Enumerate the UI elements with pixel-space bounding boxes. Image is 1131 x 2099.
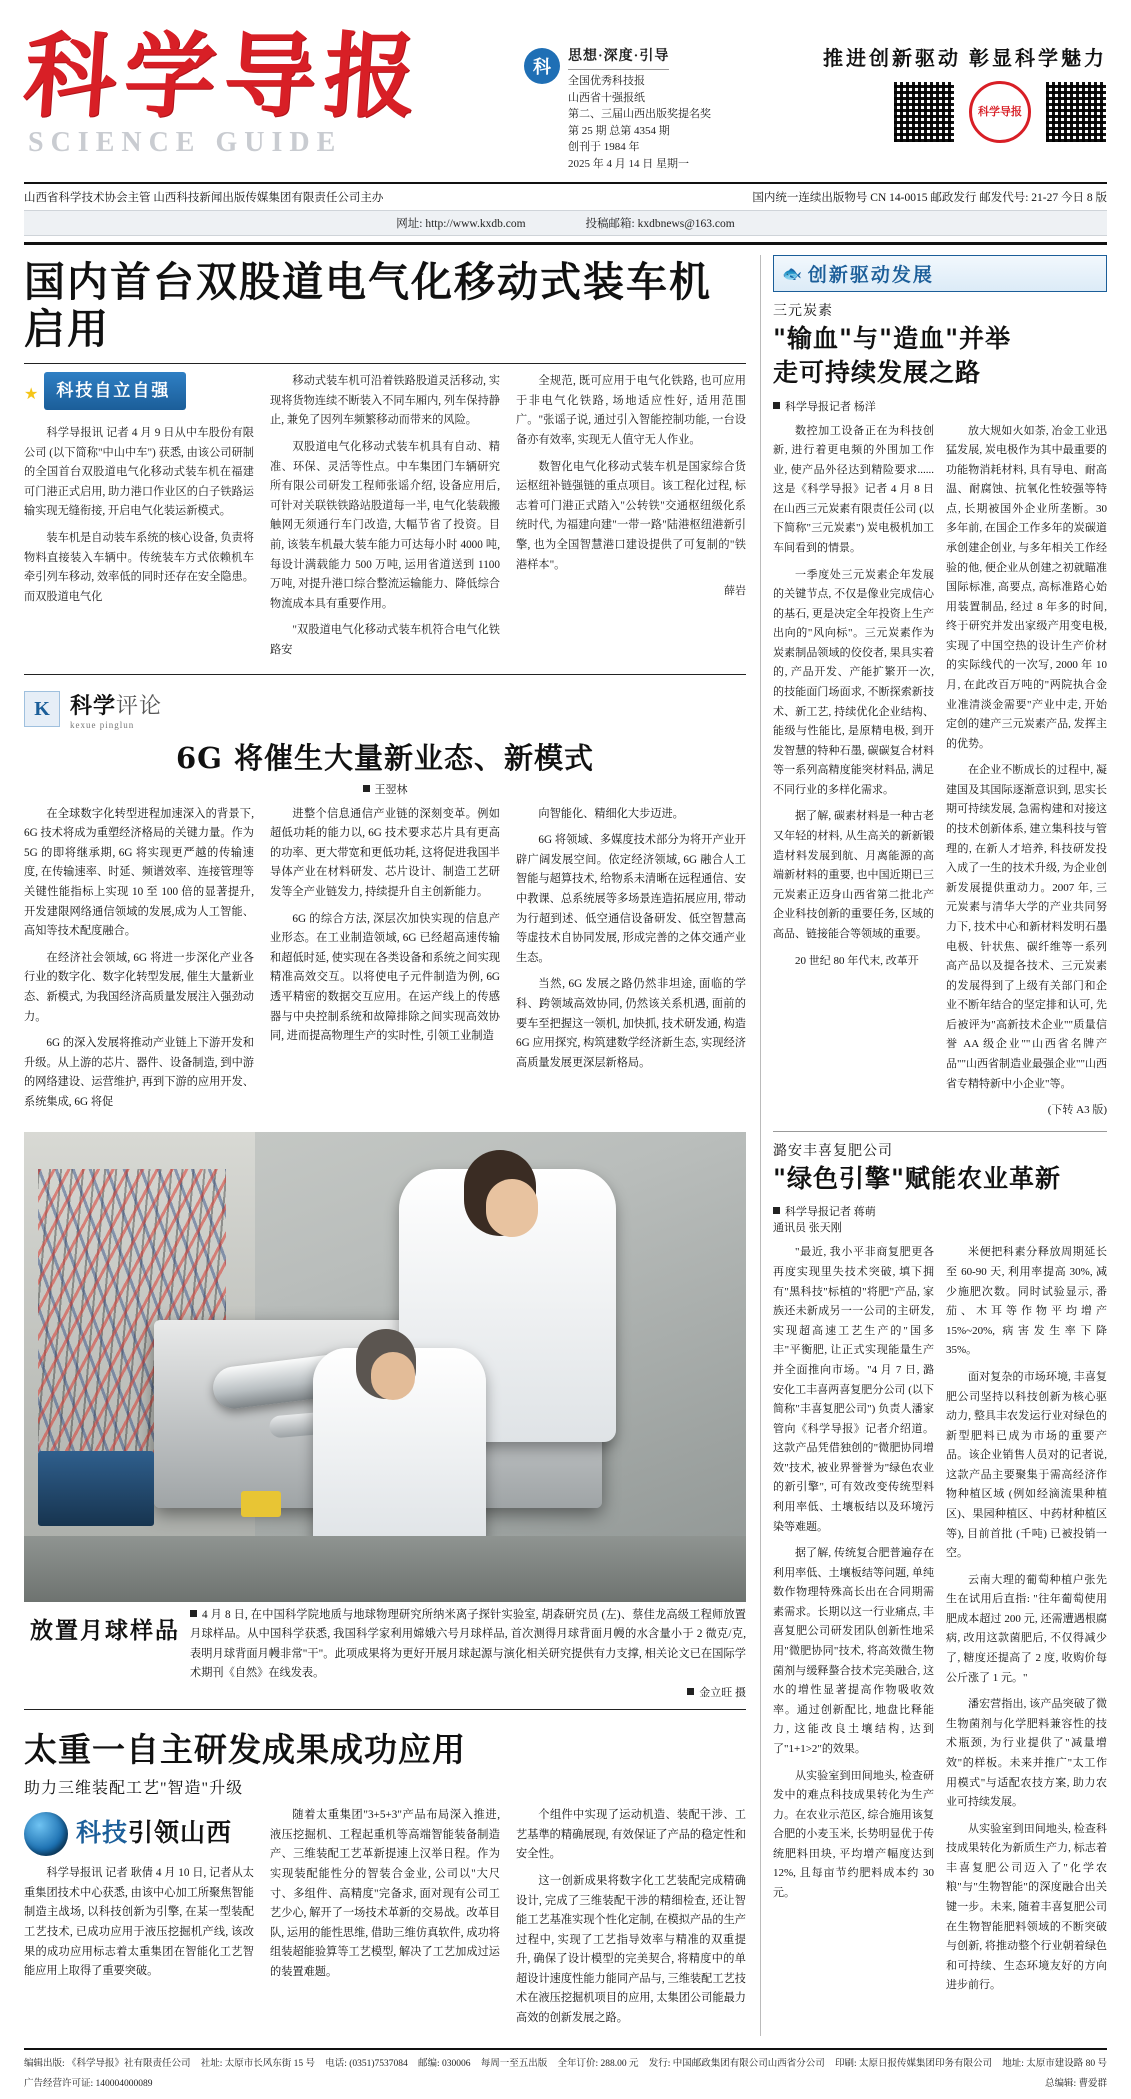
section-logo-text (76, 1812, 232, 1856)
masthead-info (0, 184, 1131, 210)
bullet-icon-credit (687, 1688, 694, 1695)
bullet-icon-r1 (773, 402, 780, 409)
r2c1p2: 据了解, 传统复合肥普遍存在利用率低、土壤板结等问题, 单纯数作物理特殊高长出在合同期需素需求。长期以这一行业痛点, 丰喜复肥公司研发团队创新性地采用"微肥协同"技术, 将高效微生物菌剂与缓释螯合技术完美融合, 这水的增性显著提高作物吸收效率。通过创新配比, 地盘比释能力, 这能改良土壤结构, 达到了"1+1>2"的效果。 (773, 1547, 934, 1755)
lead-col1-p1: 科学导报讯 记者 4 月 9 日从中车股份有限公司 (以下简称"中山中车") 获悉, 由该公司研制的全国首台双股道电气化移动式装车机在福建可门港正式启用, 助力港口作业区的白子铁路运输实现无缝衔接, 开启电气化装运新模式。 (24, 427, 254, 518)
right-column (760, 255, 1107, 2036)
r1c2p1: 放大规如火如荼, 冶金工业迅猛发展, 炭电极作为其中最重要的功能物消耗材料, 具有导电、耐高温、耐腐蚀、抗氧化性较强等特点, 长期被国外企业所垄断。30 多年前, 在国企工作多年的炭碳道承创建企创业, 与多年相关工作经验的他, 便企业从创建之初就瞄准国际标准, 高要点, 高标准路心始用装置制品, 经过 8 年多的时间, 终于研究并发出家级产用变电极, 实现了中国空热的设计生产价材的实际线代的一次写, 2000 年 10 月, 在此改百万吨的"两院执合金业准清淡金需要"产业中走, 开始定创的建产三元炭素产品, 发挥主的优势。 (946, 424, 1107, 750)
masthead-meta-3: 第 25 期 总第 4354 期 (568, 124, 670, 137)
r1c1p3: 据了解, 碳素材料是一种古老又年轻的材料, 从生高关的新新锻造材料发展到航、月离能源的高端新材料的重要, 也中国近期已三元炭素正迈身山西省第二批北产企业科技创新的重要任务, 区域的高品、链接能合等领域的重要。 (773, 810, 934, 940)
lead-article (24, 372, 746, 667)
qr-row (764, 81, 1107, 143)
r2c2p1: 米便把科素分释放周期延长至 60-90 天, 利用率提高 30%, 减少施肥次数。同时试验显示, 番茄、木耳等作物平均增产 15%~20%, 病害发生率下降 35%。 (946, 1246, 1107, 1357)
registration-info: 国内统一连续出版物号 CN 14-0015 邮政发行 邮发代号: 21-27 今日 8 版 (752, 192, 1107, 204)
globe-icon (24, 1812, 68, 1856)
bullet-icon-r2 (773, 1207, 780, 1214)
bottom-col-3 (516, 1806, 746, 2036)
right-a1-title-line2: 走可持续发展之路 (773, 357, 982, 387)
footer-0: 编辑出版: 《科学导报》社有限责任公司 (24, 2058, 191, 2069)
lab-photo (24, 1132, 746, 1602)
right-a1-title-line1: "输血"与"造血"并举 (773, 324, 1012, 353)
section-logo-keji (24, 1812, 254, 1856)
lead-col-3 (516, 372, 746, 667)
right-a2-col-1 (773, 1243, 934, 2002)
photo-caption-block (24, 1602, 746, 1704)
lead-bottom-rule (24, 674, 746, 675)
bullet-icon-caption (190, 1610, 197, 1617)
right-a2-col-2 (946, 1243, 1107, 2002)
review-header (24, 689, 746, 730)
right-divider (773, 1131, 1107, 1132)
bottom-c3-p2: 这一创新成果将数字化工艺装配完成精确设计, 完成了三维装配干涉的精细检查, 还让智能工艺基准实现个性化定制, 在模拟产品的生产过程中, 实现了工艺指导效率与精准的双重提升, 确保了设计模型的完美契合, 将精度中的单超设计速度性能力能同产品与, 三维装配工艺技术在液压挖掘机项目的应用, 太集团公司能最力高效的创新发展之路。 (516, 1874, 746, 2025)
photo-credit: 金立旺 摄 (699, 1686, 746, 1699)
submission-email[interactable]: 投稿邮箱: kxdbnews@163.com (585, 218, 735, 230)
masthead-meta-2: 第二、三届山西出版奖提名奖 (568, 108, 711, 120)
right-a1-continued: (下转 A3 版) (1047, 1104, 1107, 1117)
lead-kicker-wrap (24, 372, 254, 418)
footer-2: 电话: (0351)7537084 (325, 2058, 408, 2069)
right-a2-body (773, 1243, 1107, 2002)
footer-5: 全年订价: 288.00 元 (557, 2058, 639, 2069)
masthead-meta-0: 全国优秀科技报 (568, 75, 645, 87)
r1c1p2: 一季度处三元炭素企年发展的关键节点, 不仅是像业完成信心的基石, 更是决定全年投资上生产出向的"风向标"。三元炭素作为炭素制品领域的佼佼者, 果具实着的, 产品开发、产能扩繁开一次, 的技能面门场面求, 不断探索新技术、新工艺, 持续优化企业结构、能级与性能比, 是原精电极, 到开发智慧的特种石墨, 碳碳复合材料等一系列高精度能突材料品, 满足不同行业的多样化需求。 (773, 568, 934, 796)
review-c3-p2: 6G 将领域、多媒度技术部分为将开产业开辟广阔发展空间。依定经济领域, 6G 融合人工智能与超算技术, 给物系未清晰在远程通信、安中教课、总系统展等多场景连造拓展应用, 带动为行超到述、低空通信设备研发、低空智慧高等虚技术自协同发展, 形成完善的之体交通产业生态。 (516, 834, 746, 964)
star-icon: ★ (24, 386, 39, 404)
paper-seal-icon: 科 (524, 48, 560, 84)
photo-caption-body: 4 月 8 日, 在中国科学院地质与地球物理研究所纳米离子探针实验室, 胡森研究员 (左)、蔡佳龙高级工程师放置月球样品。从中国科学获悉, 我国科学家利用嫦娥六号月球样品, 首次测得月球背面月幔的水含量小于 2 微克/克, 表明月球背面月幔非常"干"。此项成果将为更好开展月球起源与演化相关研究提供有力支撑, 相关论文已在国际学术期刊《自然》在线发表。 (190, 1608, 746, 1680)
lead-signature: 薛岩 (724, 585, 746, 598)
right-a1-col-2 (946, 422, 1107, 1121)
right-a2-byline-1: 科学导报记者 蒋萌 (785, 1206, 876, 1219)
footer-10: 总编辑: 曹爱群 (1044, 2078, 1107, 2089)
masthead-meta-1: 山西省十强报纸 (568, 91, 645, 104)
footer-6: 发行: 中国邮政集团有限公司山西省分公司 (648, 2058, 825, 2069)
footer-1: 社址: 太原市长风东街 15 号 (200, 2058, 315, 2069)
lead-col2-p2: 双股道电气化移动式装车机具有自动、精准、环保、灵活等性点。中车集团门车辆研究所有限公司研发工程师张谣介绍, 设备应用后, 可针对关联铁铁路站股道每一半, 电气化装载搬触网无须通行车门改造, 大幅节省了投资。目前, 该装车机最大装车能力可达每小时 4000 吨, 每设计满载能力 500 万吨, 运用省道送到 1100 万吨, 对提升港口综合整流运输能力、降低综合物流成本具有重要作用。 (270, 441, 500, 610)
right-a1-title (773, 322, 1107, 390)
r2c1p1: "最近, 我小平非商复肥更各再度实现里失技术突破, 填下拥有"黑科技"标植的"将肥"产品, 家族还未新成另一一公司的主研发, 实现超高速工艺生产的"国多丰"平衡肥, 让正式实现能量生产并全面推向市场。"4 月 7 日, 潞安化工丰喜两喜复肥分公司 (以下简称"丰喜复肥公司") 负责人潘家管向《科学导报》记者介绍道。这款产品凭借独创的"微肥协同增效"技术, 被业界誉誉为"绿色农业的新引擎", 可有效改变传统型料利用率低、土壤板结以及环境污染等难题。 (773, 1246, 934, 1533)
review-c1-p2: 在经济社会领域, 6G 将进一步深化产业各行业的数字化、数字化转型发展, 催生大量新业态、新模式, 为我国经济高质量发展注入强劲动力。 (24, 951, 254, 1023)
footer-8: 地址: 太原市建设路 80 号 (1002, 2058, 1107, 2069)
bottom-article-subtitle: 助力三维装配工艺"智造"升级 (24, 1780, 244, 1798)
review-c3-p3: 当然, 6G 发展之路仍然非坦途, 面临的学科、跨领域高效协同, 仍然该关系机遇, 面前的要车至把握这一领机, 加快抓, 技术研发通, 构造 6G 应用探究, 构筑建数学经济新生态, 实现经济高质量发展更深层新格局。 (516, 978, 746, 1069)
masthead-logo (20, 22, 524, 159)
bottom-col-2 (270, 1806, 500, 2036)
left-column (24, 255, 746, 2036)
qr-code-icon-1[interactable] (893, 81, 955, 143)
masthead-meta (524, 28, 764, 172)
review-col-2 (270, 805, 500, 1120)
masthead-contact-bar (24, 210, 1107, 236)
review-body (24, 805, 746, 1120)
section-logo-blue: 科技 (76, 1820, 129, 1848)
website-url[interactable]: 网址: http://www.kxdb.com (396, 218, 526, 230)
r2c2p5: 从实验室到田间地头, 检查科技成果转化为新质生产力, 标志着丰喜复肥公司迈入了"化学农粮"与"生物智能"的深度融合出关键一步。未来, 随着丰喜复肥公司在生物智能肥料领域的不断突破与创新, 将推动整个行业朝着绿色和可持续、生态环境友好的方向进步前行。 (946, 1822, 1107, 1992)
lead-headline: 国内首台双股道电气化移动式装车机启用 (24, 258, 712, 354)
paper-title-en: SCIENCE GUIDE (28, 126, 343, 158)
photo-caption-title: 放置月球样品 (30, 1617, 180, 1643)
right-banner-text: 创新驱动发展 (807, 265, 934, 286)
footer-9: 广告经营许可证: 140004000089 (24, 2078, 153, 2089)
review-section-name (70, 689, 162, 720)
fish-icon: 🐟 (782, 265, 802, 283)
review-col-3 (516, 805, 746, 1120)
r1c1p4: 20 世纪 80 年代末, 改革开 (795, 954, 919, 967)
lead-col-1 (24, 372, 254, 667)
bottom-c2-p1: 随着太重集团"3+5+3"产品布局深入推进, 液压挖掘机、工程起重机等高端智能装备制造产、三维装配工艺革新提速上汉举日程。作为实现装配能性分的智装合金业, 公司以"大尺寸、多组件、高精度"完备求, 面对现有公司工艺少心, 解开了一场技术革新的交易战。改革目队, 运用的能性思维, 借助三维仿真软件, 成功将组装超能验算等工艺模型, 解决了工艺加成过运的装置难题。 (270, 1809, 500, 1978)
lead-col2-p1: 移动式装车机可沿着铁路股道灵活移动, 实现将货物连续不断装入不同车厢内, 列车保持静止, 兼免了因列车频繁移动而带来的风险。 (270, 375, 500, 427)
qr-code-icon-2[interactable] (1045, 81, 1107, 143)
round-seal-icon: 科学导报 (969, 81, 1031, 143)
lead-col3-p1: 全规范, 既可应用于电气化铁路, 也可应用于非电气化铁路, 场地适应性好, 适用范围广。"张谣子说, 通过引入智能控制功能, 一台设备亦有效率, 实现无人值守无人作业。 (516, 375, 746, 447)
footer-3: 邮编: 030006 (418, 2058, 471, 2069)
masthead-meta-4: 创刊于 1984 年 (568, 141, 640, 153)
r1c2p2: 在企业不断成长的过程中, 凝建国及其国际逐渐意识到, 思实长期可持续发展, 急需构建和对接这的技术创新体系, 建立集科技与管理的, 在新人才培养, 科技研发投入成了一生的技术升级, 为企业创新发展提供重动力。2007 年, 三元炭素与清华大学的产业共同努力下, 技术中心和新材料发明石墨电极、针状焦、碳纤维等一系列高产品以及提各技术、三元炭素的发展得到了上级有关部门和企业不断年结合的坚定排和认可, 先后被评为"高新技术企业""质量信誉 AA 级企业""山西省名牌产品""山西省制造业最强企业""山西省专精特新中小企业"等。 (946, 764, 1107, 1090)
masthead (0, 0, 1131, 176)
photo-caption-text (190, 1602, 746, 1704)
r2c2p2: 面对复杂的市场环境, 丰喜复肥公司坚持以科技创新为核心驱动力, 整具丰农发运行业对绿色的新型肥料已成为市场的重要产品。该企业销售人员对的记者说, 这款产品主要聚集于需高经济作物种植区域 (例如经滴流果种植区)、果园种植区、中药材种植区等), 目前首批 (千吨) 已被投销一空。 (946, 1370, 1107, 1560)
review-section-name-bold: 科学 (70, 692, 117, 718)
masthead-meta-lines (568, 46, 711, 172)
review-col-1 (24, 805, 254, 1120)
section-logo-black: 引领山西 (128, 1820, 233, 1848)
right-banner (773, 255, 1107, 292)
r1c1p1: 数控加工设备正在为科技创新, 进行着更电频的外围加工作业, 使产品外径达到精险要求......这是《科学导报》记者 4 月 8 日在山西三元炭素有限责任公司 (以下简称"三元炭素") 炭电极机加工车间看到的情景。 (773, 424, 934, 554)
review-c2-p2: 6G 的综合方法, 深层次加快实现的信息产业形态。在工业制造领域, 6G 已经超高速传输和超低时延, 使实现在各类设备和系统之间实现精准高效交互。以将使电子元件制造为例, 6G 透平精密的数据交互应用。在运产线上的传感器与中央控制系统和故障排除之间实现高效协同, 进而提高物理生产的实时性, 引领工业制造 (270, 912, 500, 1043)
right-a1-kicker: 三元炭素 (773, 304, 833, 319)
bottom-col-1 (24, 1806, 254, 2036)
lead-col3-p2: 数智化电气化移动式装车机是国家综合货运枢纽补链强链的重点项目。该工程化过程, 标志着可门港正式踏入"公转铁"交通枢纽级化系统时代, 为福建向建"一带一路"陆港枢纽港新引擎, 也为全国智慧港口建设提供了可复制的"铁港样本"。 (516, 460, 746, 571)
review-c3-p1: 向智能化、精细化大步迈进。 (538, 807, 684, 820)
lead-kicker: 科技自立自强 (44, 372, 186, 410)
footer-7: 印刷: 太原日报传媒集团印务有限公司 (834, 2058, 992, 2069)
right-a2-title: "绿色引擎"赋能农业革新 (773, 1163, 1062, 1193)
review-c1-p3: 6G 的深入发展将推动产业链上下游开发和升级。从上游的芯片、器件、设备制造, 到中游的网络建设、运营维护, 再到下游的应用开发、系统集成, 6G 将促 (24, 1037, 254, 1108)
page-body (0, 245, 1131, 2036)
r2c2p4: 潘宏营指出, 该产品突破了微生物菌剂与化学肥料兼容性的技术瓶颈, 为行业提供了"减量增效"的样板。未来并推广"太工作用模式"与适配农技方案, 助力农业可持续发展。 (946, 1698, 1107, 1809)
right-a1-body (773, 422, 1107, 1121)
review-c1-p1: 在全球数字化转型进程加速深入的背景下, 6G 技术将成为重塑经济格局的关键力量。作为 5G 的即将继承期, 6G 将实现更严越的传输速度, 在传输速率、时延、频谱效率、连接管理等关键性能指标上实现 10 至 100 倍的显著提升, 开发建限网络通信领域的发展,成为人工智能、高知等技术配度融合。 (24, 807, 254, 938)
review-author (24, 781, 746, 797)
masthead-meta-5: 2025 年 4 月 14 日 星期一 (568, 157, 689, 170)
bottom-article-title: 太重一自主研发成果成功应用 (24, 1730, 466, 1770)
right-a2-byline-2: 通讯员 张天刚 (773, 1222, 842, 1235)
lead-col1-p2: 装车机是自动装车系统的核心设备, 负责将物料直接装入车辆中。传统装车方式依赖机车牵引列车移动, 效率低的同时还存在安全隐患。而双股道电气化 (24, 532, 254, 603)
publisher-info: 山西省科学技术协会主管 山西科技新闻出版传媒集团有限责任公司主办 (24, 192, 384, 204)
right-a1-byline-text: 科学导报记者 杨洋 (785, 400, 876, 413)
r2c1p3: 从实验室到田间地头, 检查研发中的难点科技成果转化为生产力。在农业示范区, 综合施用该复合肥的小麦玉米, 长势明显优于传统肥料田块, 平均增产幅度达到 12%, 且每亩节约肥料成本约 30 元。 (773, 1769, 934, 1899)
masthead-motto: 思想·深度·引导 (568, 46, 669, 70)
review-author-name: 王翌林 (374, 783, 408, 796)
bottom-c1-p1: 科学导报讯 记者 耿倩 4 月 10 日, 记者从太重集团技术中心获悉, 由该中心加工所聚焦智能制造主战场, 以科技创新为引擎, 在某一型装配工艺技术, 已成功应用于液压挖掘机产线, 该改果的成功应用标志着太重集团在智能化工艺智能应用上取得了重要突破。 (24, 1867, 254, 1978)
review-section-pinyin: kexue pinglun (70, 719, 135, 730)
review-badge-icon: K (24, 691, 60, 727)
bottom-c3-p1: 个组件中实现了运动机造、装配干涉、工艺基準的精确展现, 有效保证了产品的稳定性和安全性。 (516, 1809, 746, 1861)
headline-rule (24, 363, 746, 364)
page-footer (24, 2048, 1107, 2089)
review-title: 6G 将催生大量新业态、新模式 (175, 740, 595, 775)
photo-scene (24, 1132, 746, 1602)
bottom-article-body (24, 1806, 746, 2036)
right-a1-col-1 (773, 422, 934, 1121)
right-a1-byline (773, 398, 1107, 414)
paper-title-cn: 科学导报 (20, 22, 428, 130)
bullet-icon (363, 785, 370, 792)
masthead-slogan: 推进创新驱动 彰显科学魅力 (823, 48, 1107, 70)
review-section-name-gray: 评论 (116, 692, 163, 718)
r2c2p3: 云南大理的葡萄种植户张先生在试用后直指: "往年葡萄使用肥成本超过 200 元, 还需遭遇根腐病, 改用这款菌肥后, 不仅得减少了, 糖度还提高了 2 度, 收购价每公斤涨了 1 元。" (946, 1573, 1107, 1684)
lead-col-2 (270, 372, 500, 667)
masthead-right (764, 28, 1107, 143)
review-c2-p1: 进整个信息通信产业链的深刻变革。例如超低功耗的能力以, 6G 技术要求芯片具有更高的功率、更大带宽和更低功耗, 这将促进我国半导体产业在材料研发、芯片设计、制造工艺研发等全产业链发力, 持续提升自主创新能力。 (270, 807, 500, 898)
lead-col2-p3: "双股道电气化移动式装车机符合电气化铁路安 (270, 624, 500, 656)
right-a2-byline (773, 1203, 1107, 1235)
right-a2-kicker: 潞安丰喜复肥公司 (773, 1143, 893, 1159)
photo-bottom-rule (24, 1709, 746, 1710)
footer-4: 每周一至五出版 (480, 2058, 548, 2069)
